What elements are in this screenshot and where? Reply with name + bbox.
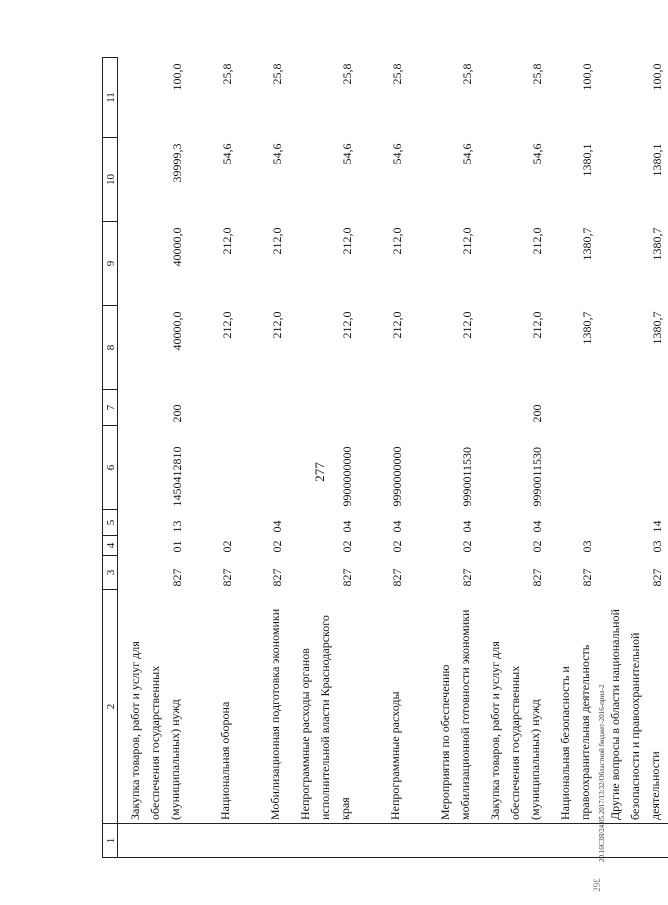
subsection-code: 04 <box>390 520 404 533</box>
ministry-code: 827 <box>390 568 404 587</box>
subsection-code <box>188 510 238 536</box>
header-cell: 11 <box>103 58 118 138</box>
planned-amount: 212,0 <box>340 227 354 255</box>
approved-amount: 212,0 <box>340 311 354 339</box>
approved-amount: 212,0 <box>530 311 544 339</box>
header-cell: 9 <box>103 222 118 306</box>
row-name: Национальная безопасность и правоохранительная деятельность <box>548 590 598 824</box>
approved-amount: 212,0 <box>460 311 474 339</box>
header-cell: 1 <box>103 824 118 858</box>
planned-amount: 212,0 <box>270 227 284 255</box>
expense-type <box>548 390 598 426</box>
target-article: 9990011530 <box>460 446 474 507</box>
planned-amount: 40000,0 <box>170 227 184 267</box>
header-cell: 8 <box>103 306 118 390</box>
ministry-code: 827 <box>460 568 474 587</box>
expense-type <box>288 390 358 426</box>
approved-amount: 1380,7 <box>650 311 664 345</box>
planned-amount: 212,0 <box>460 227 474 255</box>
executed-amount: 1380,1 <box>650 143 664 177</box>
ministry-code: 827 <box>530 568 544 587</box>
budget-table <box>102 57 668 858</box>
row-name: Мобилизационная подготовка экономики <box>238 590 288 824</box>
executed-amount: 54,6 <box>390 143 404 165</box>
table-row <box>598 58 668 858</box>
table-row <box>358 58 408 858</box>
executed-amount: 54,6 <box>460 143 474 165</box>
target-article <box>188 426 238 510</box>
expense-type: 200 <box>170 404 184 423</box>
execution-percent: 25,8 <box>220 63 234 85</box>
ministry-code: 827 <box>650 568 664 587</box>
subsection-code <box>548 510 598 536</box>
row-name: Мероприятия по обеспечению мобилизационной готовности экономики <box>408 590 478 824</box>
table-row <box>118 58 189 858</box>
ministry-code: 827 <box>170 568 184 587</box>
planned-amount: 212,0 <box>390 227 404 255</box>
target-article: 9900000000 <box>340 446 354 507</box>
subsection-code: 04 <box>530 520 544 533</box>
approved-amount: 40000,0 <box>170 311 184 351</box>
ministry-code: 827 <box>220 568 234 587</box>
target-article: 9990000000 <box>390 446 404 507</box>
page-number: 277 <box>312 462 327 482</box>
execution-percent: 100,0 <box>580 63 594 91</box>
subsection-code: 04 <box>270 520 284 533</box>
header-cell: 5 <box>103 510 118 536</box>
section-code: 01 <box>170 540 184 553</box>
expense-type: 200 <box>530 404 544 423</box>
section-code: 02 <box>530 540 544 553</box>
subsection-code: 04 <box>460 520 474 533</box>
executed-amount: 39999,3 <box>170 143 184 183</box>
execution-percent: 25,8 <box>530 63 544 85</box>
execution-percent: 25,8 <box>390 63 404 85</box>
row-name: Непрограммные расходы органов исполнительной власти Краснодарского края <box>288 590 358 824</box>
target-article <box>548 426 598 510</box>
executed-amount: 54,6 <box>530 143 544 165</box>
execution-percent: 100,0 <box>650 63 664 91</box>
table-row <box>408 58 478 858</box>
row-name: Непрограммные расходы <box>358 590 408 824</box>
planned-amount: 212,0 <box>530 227 544 255</box>
section-code: 02 <box>340 540 354 553</box>
header-cell: 10 <box>103 138 118 222</box>
executed-amount: 54,6 <box>340 143 354 165</box>
header-cell: 3 <box>103 556 118 590</box>
expense-type <box>598 390 668 426</box>
execution-percent: 25,8 <box>340 63 354 85</box>
ministry-code: 827 <box>270 568 284 587</box>
subsection-code: 14 <box>650 520 664 533</box>
planned-amount: 212,0 <box>220 227 234 255</box>
execution-percent: 100,0 <box>170 63 184 91</box>
executed-amount: 54,6 <box>220 143 234 165</box>
expense-type <box>188 390 238 426</box>
section-code: 02 <box>270 540 284 553</box>
table-row <box>188 58 238 858</box>
target-article <box>238 426 288 510</box>
header-cell: 6 <box>103 426 118 510</box>
section-code: 03 <box>650 540 664 553</box>
planned-amount: 1380,7 <box>650 227 664 261</box>
approved-amount: 212,0 <box>390 311 404 339</box>
expense-type <box>238 390 288 426</box>
section-code: 02 <box>390 540 404 553</box>
subsection-code: 04 <box>340 520 354 533</box>
expense-type <box>408 390 478 426</box>
ministry-code: 827 <box>580 568 594 587</box>
approved-amount: 212,0 <box>220 311 234 339</box>
approved-amount: 212,0 <box>270 311 284 339</box>
corner-mark: 29£ <box>591 878 602 892</box>
section-code: 03 <box>580 540 594 553</box>
expense-type <box>358 390 408 426</box>
row-name: Национальная оборона <box>188 590 238 824</box>
planned-amount: 1380,7 <box>580 227 594 261</box>
target-article: 1450412810 <box>170 446 184 507</box>
execution-percent: 25,8 <box>460 63 474 85</box>
ministry-code: 827 <box>340 568 354 587</box>
row-name: Другие вопросы в области национальной безопасности и правоохранительной деятельности <box>598 590 668 824</box>
execution-percent: 25,8 <box>270 63 284 85</box>
section-code: 02 <box>460 540 474 553</box>
target-article <box>598 426 668 510</box>
table-row <box>288 58 358 858</box>
subsection-code: 13 <box>170 520 184 533</box>
table-row <box>548 58 598 858</box>
target-article: 9990011530 <box>530 446 544 507</box>
footer-note: 20.16СЗЯ/24.05.2017/13:32/Областной бюджет-2016-прил-2 <box>598 684 606 862</box>
table-row <box>478 58 548 858</box>
section-code: 02 <box>220 540 234 553</box>
executed-amount: 54,6 <box>270 143 284 165</box>
approved-amount: 1380,7 <box>580 311 594 345</box>
header-cell: 2 <box>103 590 118 824</box>
executed-amount: 1380,1 <box>580 143 594 177</box>
header-cell: 7 <box>103 390 118 426</box>
header-cell: 4 <box>103 536 118 556</box>
row-name: Закупка товаров, работ и услуг для обеспечения государственных (муниципальных) нужд <box>478 590 548 824</box>
row-name: Закупка товаров, работ и услуг для обеспечения государственных (муниципальных) нужд <box>118 590 189 824</box>
header-row <box>103 58 118 858</box>
table-row <box>238 58 288 858</box>
